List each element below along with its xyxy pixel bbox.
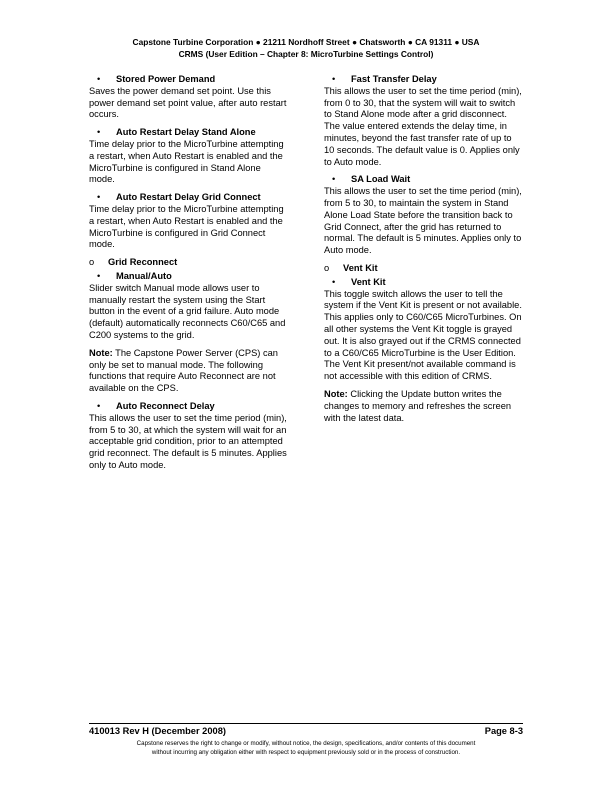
paragraph: Time delay prior to the MicroTurbine attempting a restart, when Auto Restart is enabled and the MicroTurbine is configured in Stand Alone mode. [89,138,284,185]
bullet-title: Auto Reconnect Delay [116,400,215,411]
bullet-stored-power-demand [89,74,287,86]
bullet-title: Auto Restart Delay Grid Connect [116,192,261,203]
left-column [89,72,287,478]
note-label: Note: [89,347,113,358]
footer-page-number: Page 8-3 [484,726,523,736]
note-paragraph [89,348,287,395]
bullet-title: Stored Power Demand [116,74,216,84]
bullet-icon: • [97,400,101,411]
bullet-auto-restart-delay-stand-alone [89,127,287,139]
bullet-title: Vent Kit [351,276,386,287]
note-label: Note: [324,388,348,399]
bullet-fast-transfer-delay [324,74,522,86]
bullet-manual-auto [89,271,287,283]
bullet-auto-restart-delay-grid-connect [89,192,287,204]
bullet-icon: • [97,192,101,203]
disclaimer-line: without incurring any obligation either with respect to equipment previously sold or in the process of construction. [151,749,461,756]
header-chapter-line: CRMS (User Edition – Chapter 8: MicroTurbine Settings Control) [178,49,434,59]
note-text: Clicking the Update button writes the changes to memory and refreshes the screen with the latest data. [324,388,512,423]
paragraph: This toggle switch allows the user to tell the system if the Vent Kit is present or not available. This applies only to C60/C65 MicroTurbines. On all other systems the Vent Kit toggle is grayed out. It is also grayed out if the CRMS connected to a C60/C65 MicroTurbine is the User Edition. The Vent Kit present/not available command is not accessible with this edition of CRMS. [324,288,522,382]
bullet-title: SA Load Wait [351,174,411,185]
bullet-title: Manual/Auto [116,270,172,281]
bullet-auto-reconnect-delay [89,401,287,413]
subsection-vent-kit [324,263,522,275]
footer-divider [89,723,523,724]
bullet-icon: • [97,74,101,84]
circle-bullet-icon: o [324,262,330,273]
bullet-icon: • [97,127,101,138]
footer-disclaimer [60,739,552,757]
circle-bullet-icon: o [89,257,95,268]
bullet-icon: • [332,174,336,185]
note-paragraph [324,389,522,424]
disclaimer-line: Capstone reserves the right to change or modify, without notice, the design, specifications, and/or contents of this document [136,740,476,747]
paragraph: This allows the user to set the time period (min), from 0 to 30, that the system will wait to switch to Stand Alone mode after a grid disconnect. The value entered extends the delay time, in minutes, beyond the fast transfer rate of up to 10 seconds. The default value is 0. Applies only to Auto mode. [324,85,522,167]
footer-doc-id: 410013 Rev H (December 2008) [89,726,226,736]
bullet-title: Fast Transfer Delay [351,74,437,84]
paragraph: Saves the power demand set point. Use this power demand set point value, after auto restart occurs. [89,85,287,120]
page-header [0,36,612,60]
paragraph: Time delay prior to the MicroTurbine attempting a restart, when Auto Restart is enabled and the MicroTurbine is configured in Grid Connect mode. [89,203,284,250]
subsection-title: Grid Reconnect [108,257,178,268]
right-column [324,72,522,430]
bullet-sa-load-wait [324,174,522,186]
bullet-vent-kit [324,277,522,289]
bullet-icon: • [332,276,336,287]
header-company-line: Capstone Turbine Corporation ● 21211 Nordhoff Street ● Chatsworth ● CA 91311 ● USA [132,37,480,47]
note-text: The Capstone Power Server (CPS) can only be set to manual mode. The following functions that require Auto Reconnect are not available on the CPS. [89,347,278,394]
paragraph: This allows the user to set the time period (min), from 5 to 30, to maintain the system in Stand Alone Load State before the transition back to Grid Connect, after the grid has returned to normal. The default is 5 minutes. Applies only to Auto mode. [324,186,522,256]
paragraph: Slider switch Manual mode allows user to manually restart the system using the Start button in the event of a grid failure. Auto mode (default) automatically reconnects C60/C65 and C200 systems to the grid. [89,282,286,340]
subsection-grid-reconnect [89,257,287,269]
bullet-title: Auto Restart Delay Stand Alone [116,127,256,138]
bullet-icon: • [97,270,101,281]
subsection-title: Vent Kit [343,262,378,273]
bullet-icon: • [332,74,336,84]
paragraph: This allows the user to set the time period (min), from 5 to 30, at which the system will wait for an acceptable grid condition, prior to an attempted grid reconnect. The default is 5 minutes. Applies only to Auto mode. [89,412,287,470]
